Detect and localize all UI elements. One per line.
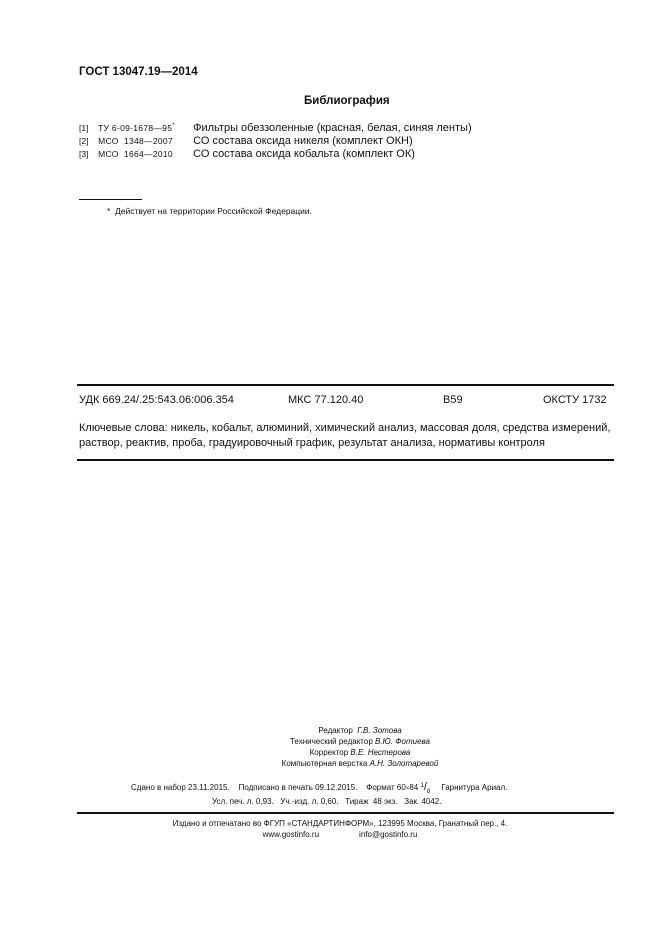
udk-code: УДК 669.24/.25:543.06:006.354	[79, 394, 234, 406]
website-link[interactable]: www.gostinfo.ru	[262, 830, 320, 839]
credit-proofreader: Корректор В.Е. Нестерова	[309, 748, 411, 757]
ref-number: [2]	[79, 136, 89, 146]
bibliography-item	[79, 135, 413, 147]
ref-text: СО состава оксида кобальта (комплект ОК)	[193, 148, 415, 160]
bibliography-item	[79, 122, 472, 134]
footnote: * Действует на территории Российской Федерации.	[107, 206, 313, 216]
credit-layout: Компьютерная верстка А.Н. Золотаревой	[281, 759, 439, 768]
ref-text: СО состава оксида никеля (комплект ОКН)	[193, 135, 413, 147]
credit-tech-editor: Технический редактор В.Ю. Фотиева	[289, 737, 431, 746]
ref-source: МСО 1664—2010	[98, 149, 173, 159]
publisher-line: Издано и отпечатано во ФГУП «СТАНДАРТИНФОРМ», 123995 Москва, Гранатный пер., 4.	[172, 819, 508, 828]
bibliography-title: Библиография	[304, 95, 390, 107]
document-code: ГОСТ 13047.19—2014	[79, 66, 198, 78]
ref-text: Фильтры обеззоленные (красная, белая, синяя ленты)	[193, 122, 472, 134]
credit-editor: Редактор Г.В. Зотова	[318, 726, 402, 735]
credits	[250, 725, 470, 769]
okstu-code: ОКСТУ 1732	[543, 394, 607, 406]
bibliography-item	[79, 148, 415, 160]
keywords: Ключевые слова: никель, кобальт, алюминий, химический анализ, массовая доля, средства измерений, раствор, реактив, проба, градуировочный график, результат анализа, нормативы контроля	[79, 422, 611, 449]
print-info-line1: Сдано в набор 23.11.2015. Подписано в печать 09.12.2015. Формат 60×84 $^1/_8$ Гарнитура Ариал.	[131, 781, 508, 795]
class-code: В59	[443, 394, 463, 406]
ref-number: [3]	[79, 149, 89, 159]
footnote-divider	[79, 199, 142, 200]
ref-number: [1]	[79, 123, 89, 133]
mks-code: МКС 77.120.40	[288, 394, 364, 406]
ref-source: ТУ 6-09-1678—95*	[98, 123, 175, 133]
ref-source: МСО 1348—2007	[98, 136, 173, 146]
email-link[interactable]: info@gostinfo.ru	[359, 830, 418, 839]
publisher-info	[140, 818, 540, 840]
divider	[77, 459, 614, 461]
divider	[77, 384, 614, 386]
print-info-line2: Усл. печ. л. 0,93. Уч.-изд. л. 0,60. Тираж 48 экз. Зак. 4042.	[212, 797, 442, 806]
divider	[77, 812, 614, 814]
